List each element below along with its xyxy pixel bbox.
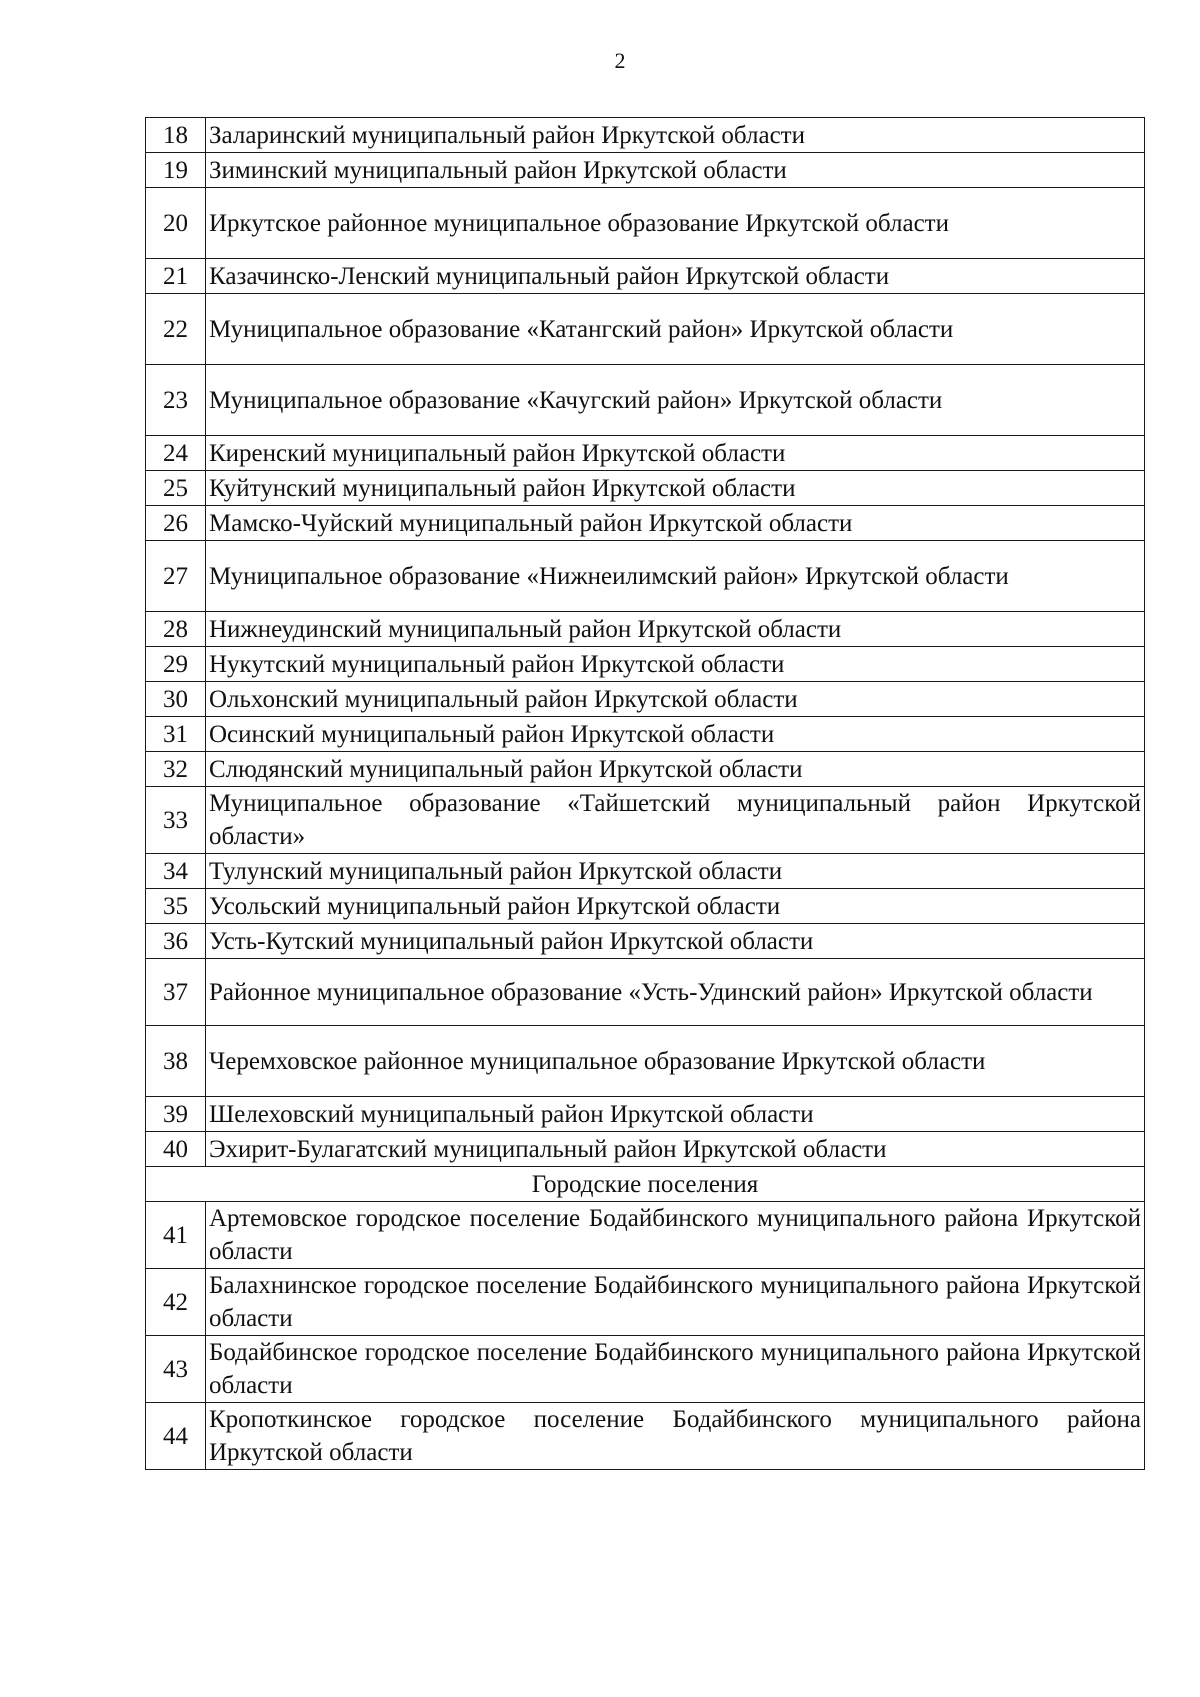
row-name: Черемховское районное муниципальное образование Иркутской области: [206, 1026, 1145, 1097]
row-number: 24: [146, 436, 206, 471]
row-number: 27: [146, 541, 206, 612]
row-number: 42: [146, 1269, 206, 1336]
table-row: [146, 854, 1145, 889]
row-name: Зиминский муниципальный район Иркутской области: [206, 153, 1145, 188]
table-row: [146, 1026, 1145, 1097]
row-number: 44: [146, 1403, 206, 1470]
table-row: [146, 153, 1145, 188]
row-name: Слюдянский муниципальный район Иркутской области: [206, 752, 1145, 787]
row-number: 20: [146, 188, 206, 259]
table-row: [146, 924, 1145, 959]
row-name: Бодайбинское городское поселение Бодайбинского муниципального района Иркутской области: [206, 1336, 1145, 1403]
row-number: 40: [146, 1132, 206, 1167]
row-name: Иркутское районное муниципальное образование Иркутской области: [206, 188, 1145, 259]
row-name: Ольхонский муниципальный район Иркутской области: [206, 682, 1145, 717]
row-number: 21: [146, 259, 206, 294]
row-name: Нижнеудинский муниципальный район Иркутской области: [206, 612, 1145, 647]
table-row: [146, 1097, 1145, 1132]
section-title: Городские поселения: [146, 1167, 1145, 1202]
row-number: 37: [146, 959, 206, 1026]
row-name: Муниципальное образование «Нижнеилимский район» Иркутской области: [206, 541, 1145, 612]
table-row: [146, 1403, 1145, 1470]
table-row: [146, 506, 1145, 541]
row-name: Районное муниципальное образование «Усть-Удинский район» Иркутской области: [206, 959, 1145, 1026]
table-row: [146, 259, 1145, 294]
table-row: [146, 682, 1145, 717]
table-row: [146, 1336, 1145, 1403]
row-number: 39: [146, 1097, 206, 1132]
row-number: 30: [146, 682, 206, 717]
row-number: 41: [146, 1202, 206, 1269]
municipalities-table: [145, 117, 1145, 1470]
table-row: [146, 436, 1145, 471]
row-name: Усольский муниципальный район Иркутской области: [206, 889, 1145, 924]
section-header-row: [146, 1167, 1145, 1202]
row-number: 33: [146, 787, 206, 854]
table-row: [146, 889, 1145, 924]
row-number: 35: [146, 889, 206, 924]
table-row: [146, 188, 1145, 259]
row-name: Заларинский муниципальный район Иркутской области: [206, 118, 1145, 153]
table-row: [146, 1202, 1145, 1269]
row-number: 18: [146, 118, 206, 153]
row-number: 43: [146, 1336, 206, 1403]
row-number: 34: [146, 854, 206, 889]
row-name: Казачинско-Ленский муниципальный район Иркутской области: [206, 259, 1145, 294]
table-row: [146, 752, 1145, 787]
page-number: 2: [614, 48, 626, 73]
row-number: 29: [146, 647, 206, 682]
row-name: Муниципальное образование «Катангский район» Иркутской области: [206, 294, 1145, 365]
row-name: Куйтунский муниципальный район Иркутской области: [206, 471, 1145, 506]
table-row: [146, 365, 1145, 436]
row-name: Эхирит-Булагатский муниципальный район Иркутской области: [206, 1132, 1145, 1167]
row-name: Муниципальное образование «Тайшетский муниципальный район Иркутской области»: [206, 787, 1145, 854]
row-name: Нукутский муниципальный район Иркутской области: [206, 647, 1145, 682]
row-name: Артемовское городское поселение Бодайбинского муниципального района Иркутской области: [206, 1202, 1145, 1269]
table-row: [146, 1132, 1145, 1167]
table-row: [146, 294, 1145, 365]
row-number: 19: [146, 153, 206, 188]
row-name: Балахнинское городское поселение Бодайбинского муниципального района Иркутской области: [206, 1269, 1145, 1336]
row-name: Муниципальное образование «Качугский район» Иркутской области: [206, 365, 1145, 436]
row-number: 32: [146, 752, 206, 787]
table-row: [146, 612, 1145, 647]
row-number: 22: [146, 294, 206, 365]
row-number: 38: [146, 1026, 206, 1097]
row-name: Шелеховский муниципальный район Иркутской области: [206, 1097, 1145, 1132]
row-name: Тулунский муниципальный район Иркутской области: [206, 854, 1145, 889]
row-name: Усть-Кутский муниципальный район Иркутской области: [206, 924, 1145, 959]
row-number: 23: [146, 365, 206, 436]
table-row: [146, 717, 1145, 752]
row-number: 36: [146, 924, 206, 959]
row-number: 25: [146, 471, 206, 506]
row-name: Кропоткинское городское поселение Бодайбинского муниципального района Иркутской области: [206, 1403, 1145, 1470]
table-row: [146, 1269, 1145, 1336]
table-row: [146, 647, 1145, 682]
table-row: [146, 541, 1145, 612]
row-number: 28: [146, 612, 206, 647]
table-row: [146, 471, 1145, 506]
table-row: [146, 959, 1145, 1026]
row-name: Мамско-Чуйский муниципальный район Иркутской области: [206, 506, 1145, 541]
row-name: Осинский муниципальный район Иркутской области: [206, 717, 1145, 752]
table-row: [146, 787, 1145, 854]
row-number: 31: [146, 717, 206, 752]
row-name: Киренский муниципальный район Иркутской области: [206, 436, 1145, 471]
table-row: [146, 118, 1145, 153]
row-number: 26: [146, 506, 206, 541]
